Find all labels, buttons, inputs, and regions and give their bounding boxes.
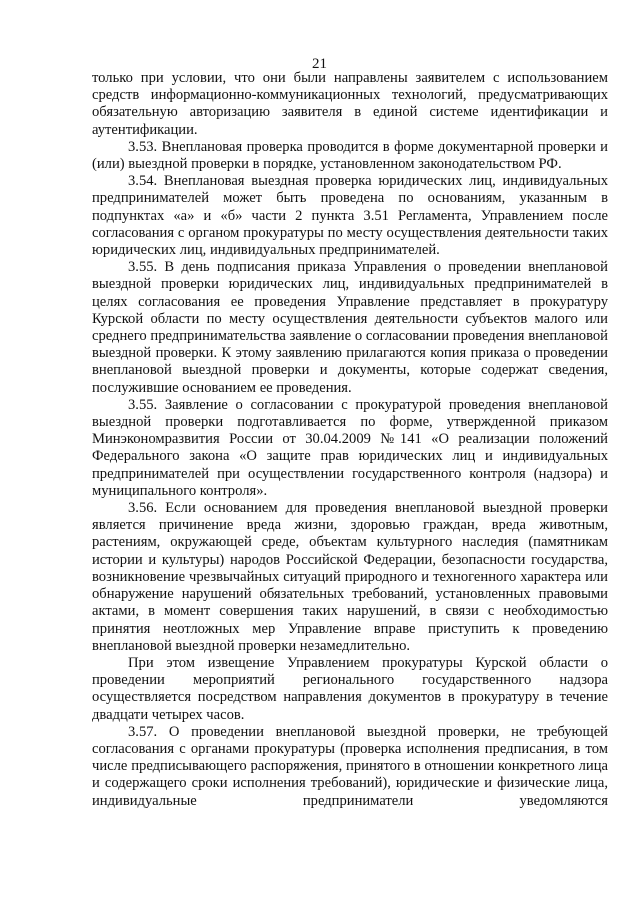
paragraph-notification: При этом извещение Управлением прокуратуры Курской области о проведении мероприятий регионального государственного надзора осуществляется посредством направления документов в прокуратуру в течение двадцати четырех часов. [92,654,608,723]
paragraph-3-57: 3.57. О проведении внеплановой выездной проверки, не требующей согласования с органами прокуратуры (проверка исполнения предписания, в том числе предписывающего распоряжения, принятого в отношении конкретного лица и содержащего сроки исполнения требований), юридические и физические лица, индивидуальные предприниматели уведомляются [92,723,608,809]
paragraph-3-55-day-of-signing: 3.55. В день подписания приказа Управления о проведении внеплановой выездной проверки юридических лиц, индивидуальных предпринимателей в целях согласования ее проведения Управление представляет в прокуратуру Курской области по месту осуществления деятельности субъектов малого или среднего предпринимательства заявление о согласовании проведения внеплановой выездной проверки. К этому заявлению прилагаются копия приказа о проведении внеплановой выездной проверки и документы, которые содержат сведения, послужившие основанием ее проведения. [92,259,608,396]
paragraph-continuation: только при условии, что они были направлены заявителем с использованием средств информационно-коммуникационных технологий, предусматривающих обязательную авторизацию заявителя в единой системе идентификации и аутентификации. [92,70,608,138]
paragraph-3-55-application: 3.55. Заявление о согласовании с прокуратурой проведения внеплановой выездной проверки подготавливается по форме, утвержденной приказом Минэкономразвития России от 30.04.2009 №141 «О реализации положений Федерального закона «О защите прав юридических лиц и индивидуальных предпринимателей при осуществлении государственного контроля (надзора) и муниципального контроля». [92,396,608,499]
paragraph-3-54: 3.54. Внеплановая выездная проверка юридических лиц, индивидуальных предпринимателей может быть проведена по основаниям, указанным в подпунктах «а» и «б» части 2 пункта 3.51 Регламента, Управлением после согласования с органом прокуратуры по месту осуществления деятельности таких юридических лиц, индивидуальных предпринимателей. [92,173,608,259]
paragraph-3-56: 3.56. Если основанием для проведения внеплановой выездной проверки является причинение вреда жизни, здоровью граждан, вреда животным, растениям, окружающей среде, объектам культурного наследия (памятникам истории и культуры) народов Российской Федерации, безопасности государства, возникновение чрезвычайных ситуаций природного и техногенного характера или обнаружение нарушений обязательных требований, установленных правовыми актами, в момент совершения таких нарушений, в связи с необходимостью принятия неотложных мер Управление вправе приступить к проведению внеплановой выездной проверки незамедлительно. [92,500,608,654]
paragraph-3-53: 3.53. Внеплановая проверка проводится в форме документарной проверки и (или) выездной проверки в порядке, установленном законодательством РФ. [92,138,608,173]
document-body [92,70,608,810]
page-number: 21 [312,56,327,72]
